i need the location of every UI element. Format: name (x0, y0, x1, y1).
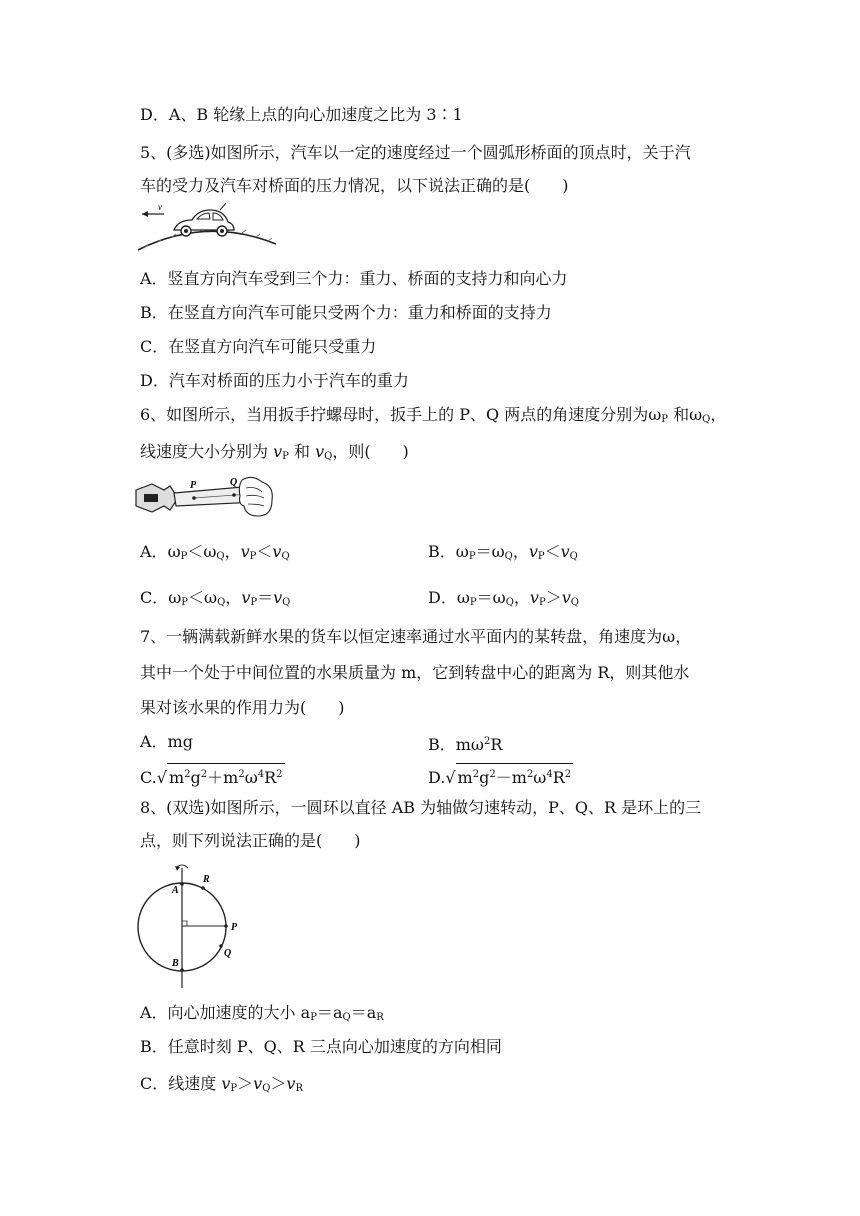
q5-stem-line-1: 5、(多选)如图所示，汽车以一定的速度经过一个圆弧形桥面的顶点时，关于汽 (140, 143, 691, 162)
label-a: A (172, 885, 179, 896)
q7-stem-line-3: 果对该水果的作用力为( ) (140, 698, 345, 717)
sqrt-icon: √ (445, 768, 456, 787)
q6-option-b: B．$\omega_P=\omega_Q$，$v_P<v_Q$ (428, 542, 578, 562)
q6-stem-line-1: 6、如图所示，当用扳手拧螺母时，扳手上的 P、Q 两点的角速度分别为$\omega_P$ 和$\omega_Q$， (140, 405, 727, 425)
q8-option-c: C．线速度 $v_P>v_Q>v_R$ (140, 1074, 303, 1094)
q8-rotating-ring-figure (132, 858, 242, 990)
label-q: Q (230, 477, 238, 488)
q6-wrench-figure (134, 476, 276, 524)
sqrt-icon: √ (156, 768, 167, 787)
q5-option-a: A．竖直方向汽车受到三个力：重力、桥面的支持力和向心力 (140, 269, 568, 288)
label-q: Q (224, 948, 232, 959)
q5-car-on-bridge-figure (134, 202, 278, 252)
point-q (232, 493, 236, 497)
q5-stem-line-2: 车的受力及汽车对桥面的压力情况，以下说法正确的是( ) (140, 176, 569, 195)
q7-stem-line-1: 7、一辆满载新鲜水果的货车以恒定速率通过水平面内的某转盘，角速度为ω， (140, 627, 692, 646)
nut (144, 494, 158, 502)
q5-option-b: B．在竖直方向汽车可能只受两个力：重力和桥面的支持力 (140, 303, 552, 322)
q7-option-a: A．mg (140, 732, 193, 751)
hand (239, 477, 272, 516)
q7-option-d: D.√ $m^2g^2-m^2\omega^4R^2$ (428, 763, 573, 789)
q7-stem-line-2: 其中一个处于中间位置的水果质量为 m，它到转盘中心的距离为 R，则其他水 (140, 663, 690, 682)
q8-option-b: B．任意时刻 P、Q、R 三点向心加速度的方向相同 (140, 1037, 502, 1056)
right-angle-mark (182, 921, 187, 926)
q8-stem-line-2: 点，则下列说法正确的是( ) (140, 831, 361, 850)
q5-option-d: D．汽车对桥面的压力小于汽车的重力 (140, 371, 409, 390)
q6-stem-line-2: 线速度大小分别为 $v_P$ 和 $v_Q$，则( ) (140, 442, 409, 462)
label-r: R (203, 874, 210, 885)
q8-option-a: A．向心加速度的大小 $a_P=a_Q=a_R$ (140, 1003, 384, 1023)
label-p: P (190, 480, 197, 491)
q6-option-c: C．$\omega_P<\omega_Q$，$v_P=v_Q$ (140, 588, 291, 608)
bridge-arc (138, 231, 276, 250)
car-antenna (220, 203, 226, 210)
q7-option-c: C.√ $m^2g^2+m^2\omega^4R^2$ (140, 763, 285, 789)
q7-option-b: B．$m\omega^2R$ (428, 735, 503, 754)
point-p (192, 496, 196, 500)
velocity-label: v (158, 202, 162, 212)
q8-stem-line-1: 8、(双选)如图所示，一圆环以直径 AB 为轴做匀速转动，P、Q、R 是环上的三 (140, 798, 702, 817)
label-b: B (172, 958, 179, 969)
q5-option-c: C．在竖直方向汽车可能只受重力 (140, 337, 377, 356)
q4-option-d: D．A、B 轮缘上点的向心加速度之比为 3∶1 (140, 105, 463, 124)
q6-option-d: D．$\omega_P=\omega_Q$，$v_P>v_Q$ (428, 588, 579, 608)
label-p: P (231, 922, 238, 933)
q6-option-a: A．$\omega_P<\omega_Q$，$v_P<v_Q$ (140, 542, 290, 562)
